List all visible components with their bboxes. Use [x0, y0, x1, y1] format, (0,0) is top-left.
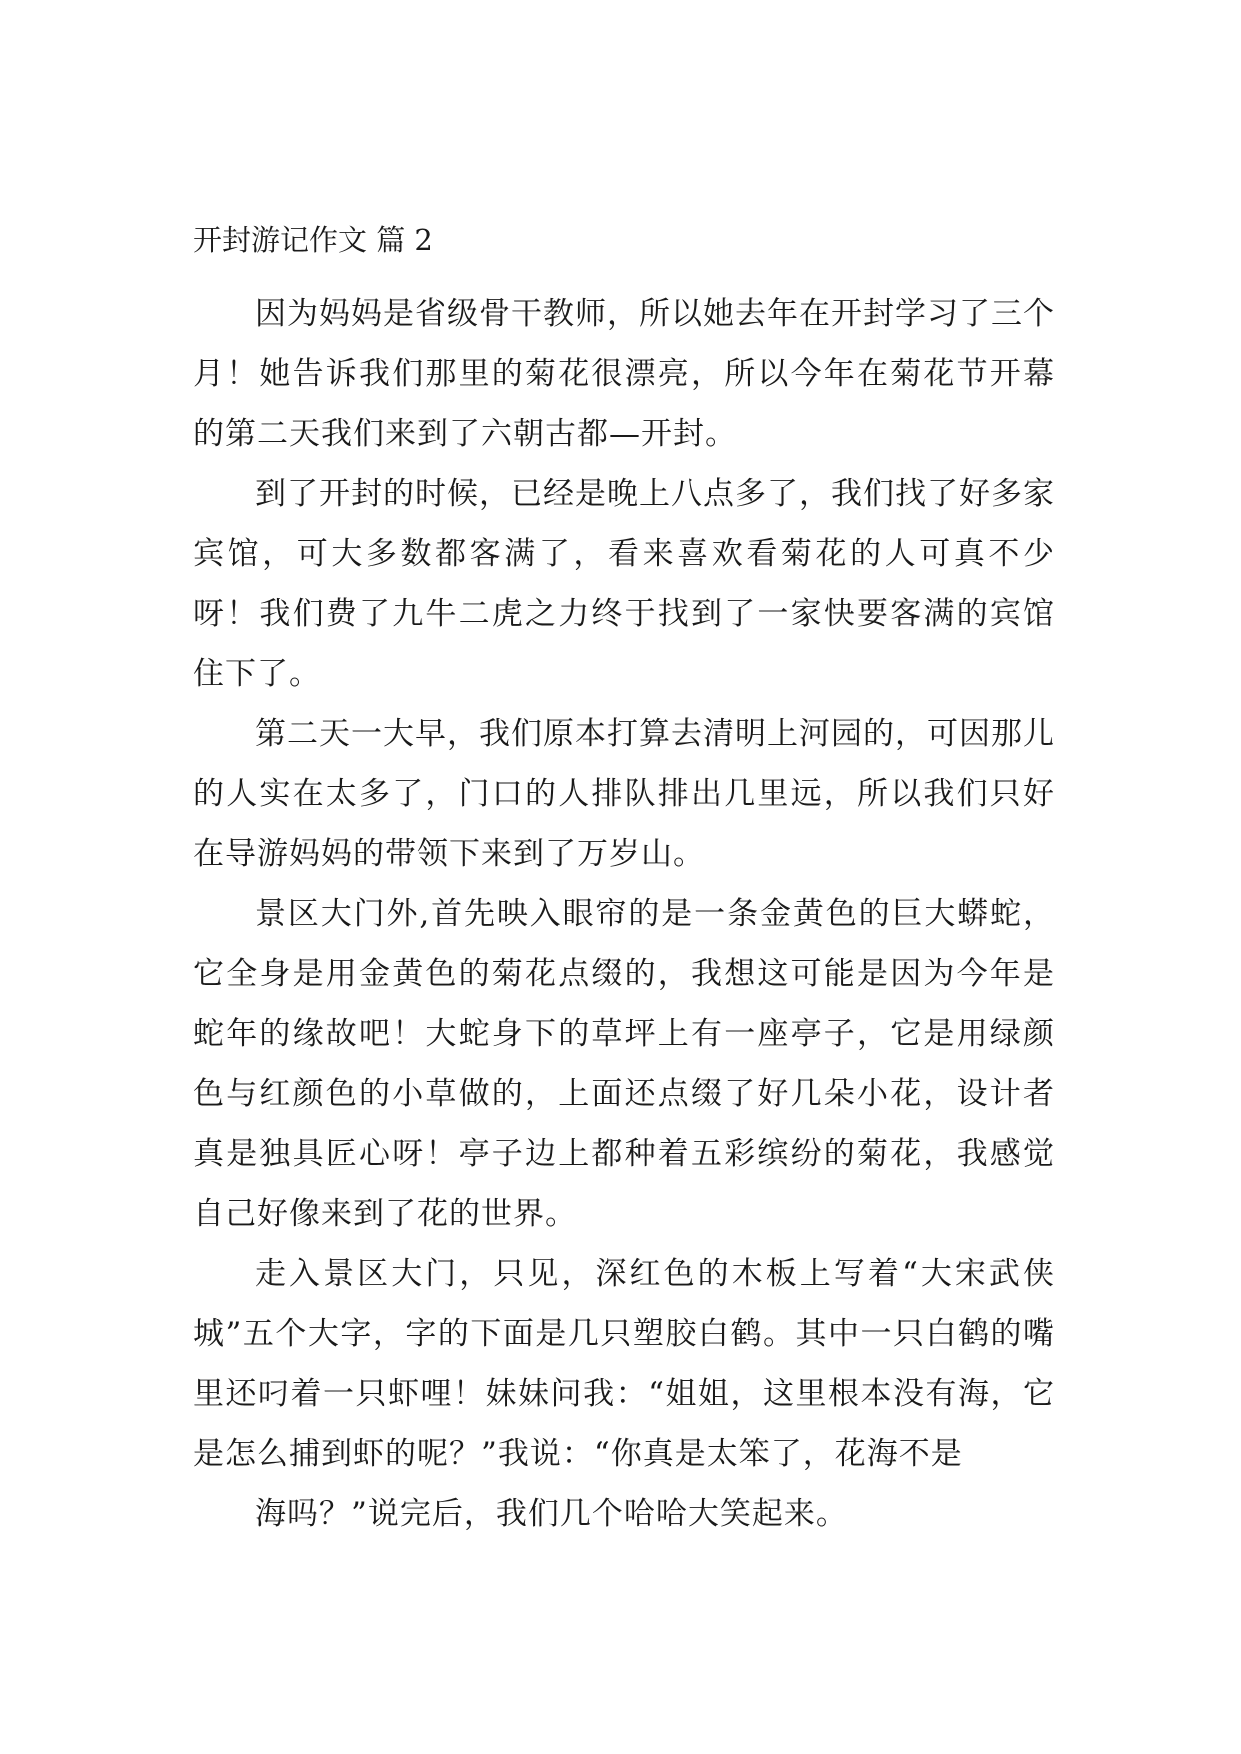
paragraph-5: 走入景区大门，只见，深红色的木板上写着“大宋武侠城”五个大字，字的下面是几只塑胶白鹤。其中一只白鹤的嘴里还叼着一只虾哩！妹妹问我：“姐姐，这里根本没有海，它是怎么捕到虾的呢？”我说：“你真是太笨了，花海不是 — [193, 1256, 1055, 1472]
paragraph-4: 景区大门外,首先映入眼帘的是一条金黄色的巨大蟒蛇，它全身是用金黄色的菊花点缀的，我想这可能是因为今年是蛇年的缘故吧！大蛇身下的草坪上有一座亭子，它是用绿颜色与红颜色的小草做的，上面还点缀了好几朵小花，设计者真是独具匠心呀！亭子边上都种着五彩缤纷的菊花，我感觉自己好像来到了花的世界。 — [193, 896, 1055, 1232]
document-body — [193, 222, 1055, 1544]
paragraph-6: 海吗？”说完后，我们几个哈哈大笑起来。 — [255, 1496, 848, 1532]
paragraph-2: 到了开封的时候，已经是晚上八点多了，我们找了好多家宾馆，可大多数都客满了，看来喜欢看菊花的人可真不少呀！我们费了九牛二虎之力终于找到了一家快要客满的宾馆住下了。 — [193, 476, 1055, 692]
paragraph-1: 因为妈妈是省级骨干教师，所以她去年在开封学习了三个月！她告诉我们那里的菊花很漂亮，所以今年在菊花节开幕的第二天我们来到了六朝古都—开封。 — [193, 296, 1055, 452]
paragraph-3: 第二天一大早，我们原本打算去清明上河园的，可因那儿的人实在太多了，门口的人排队排出几里远，所以我们只好在导游妈妈的带领下来到了万岁山。 — [193, 716, 1055, 872]
essay-title: 开封游记作文 篇 2 — [193, 223, 433, 257]
